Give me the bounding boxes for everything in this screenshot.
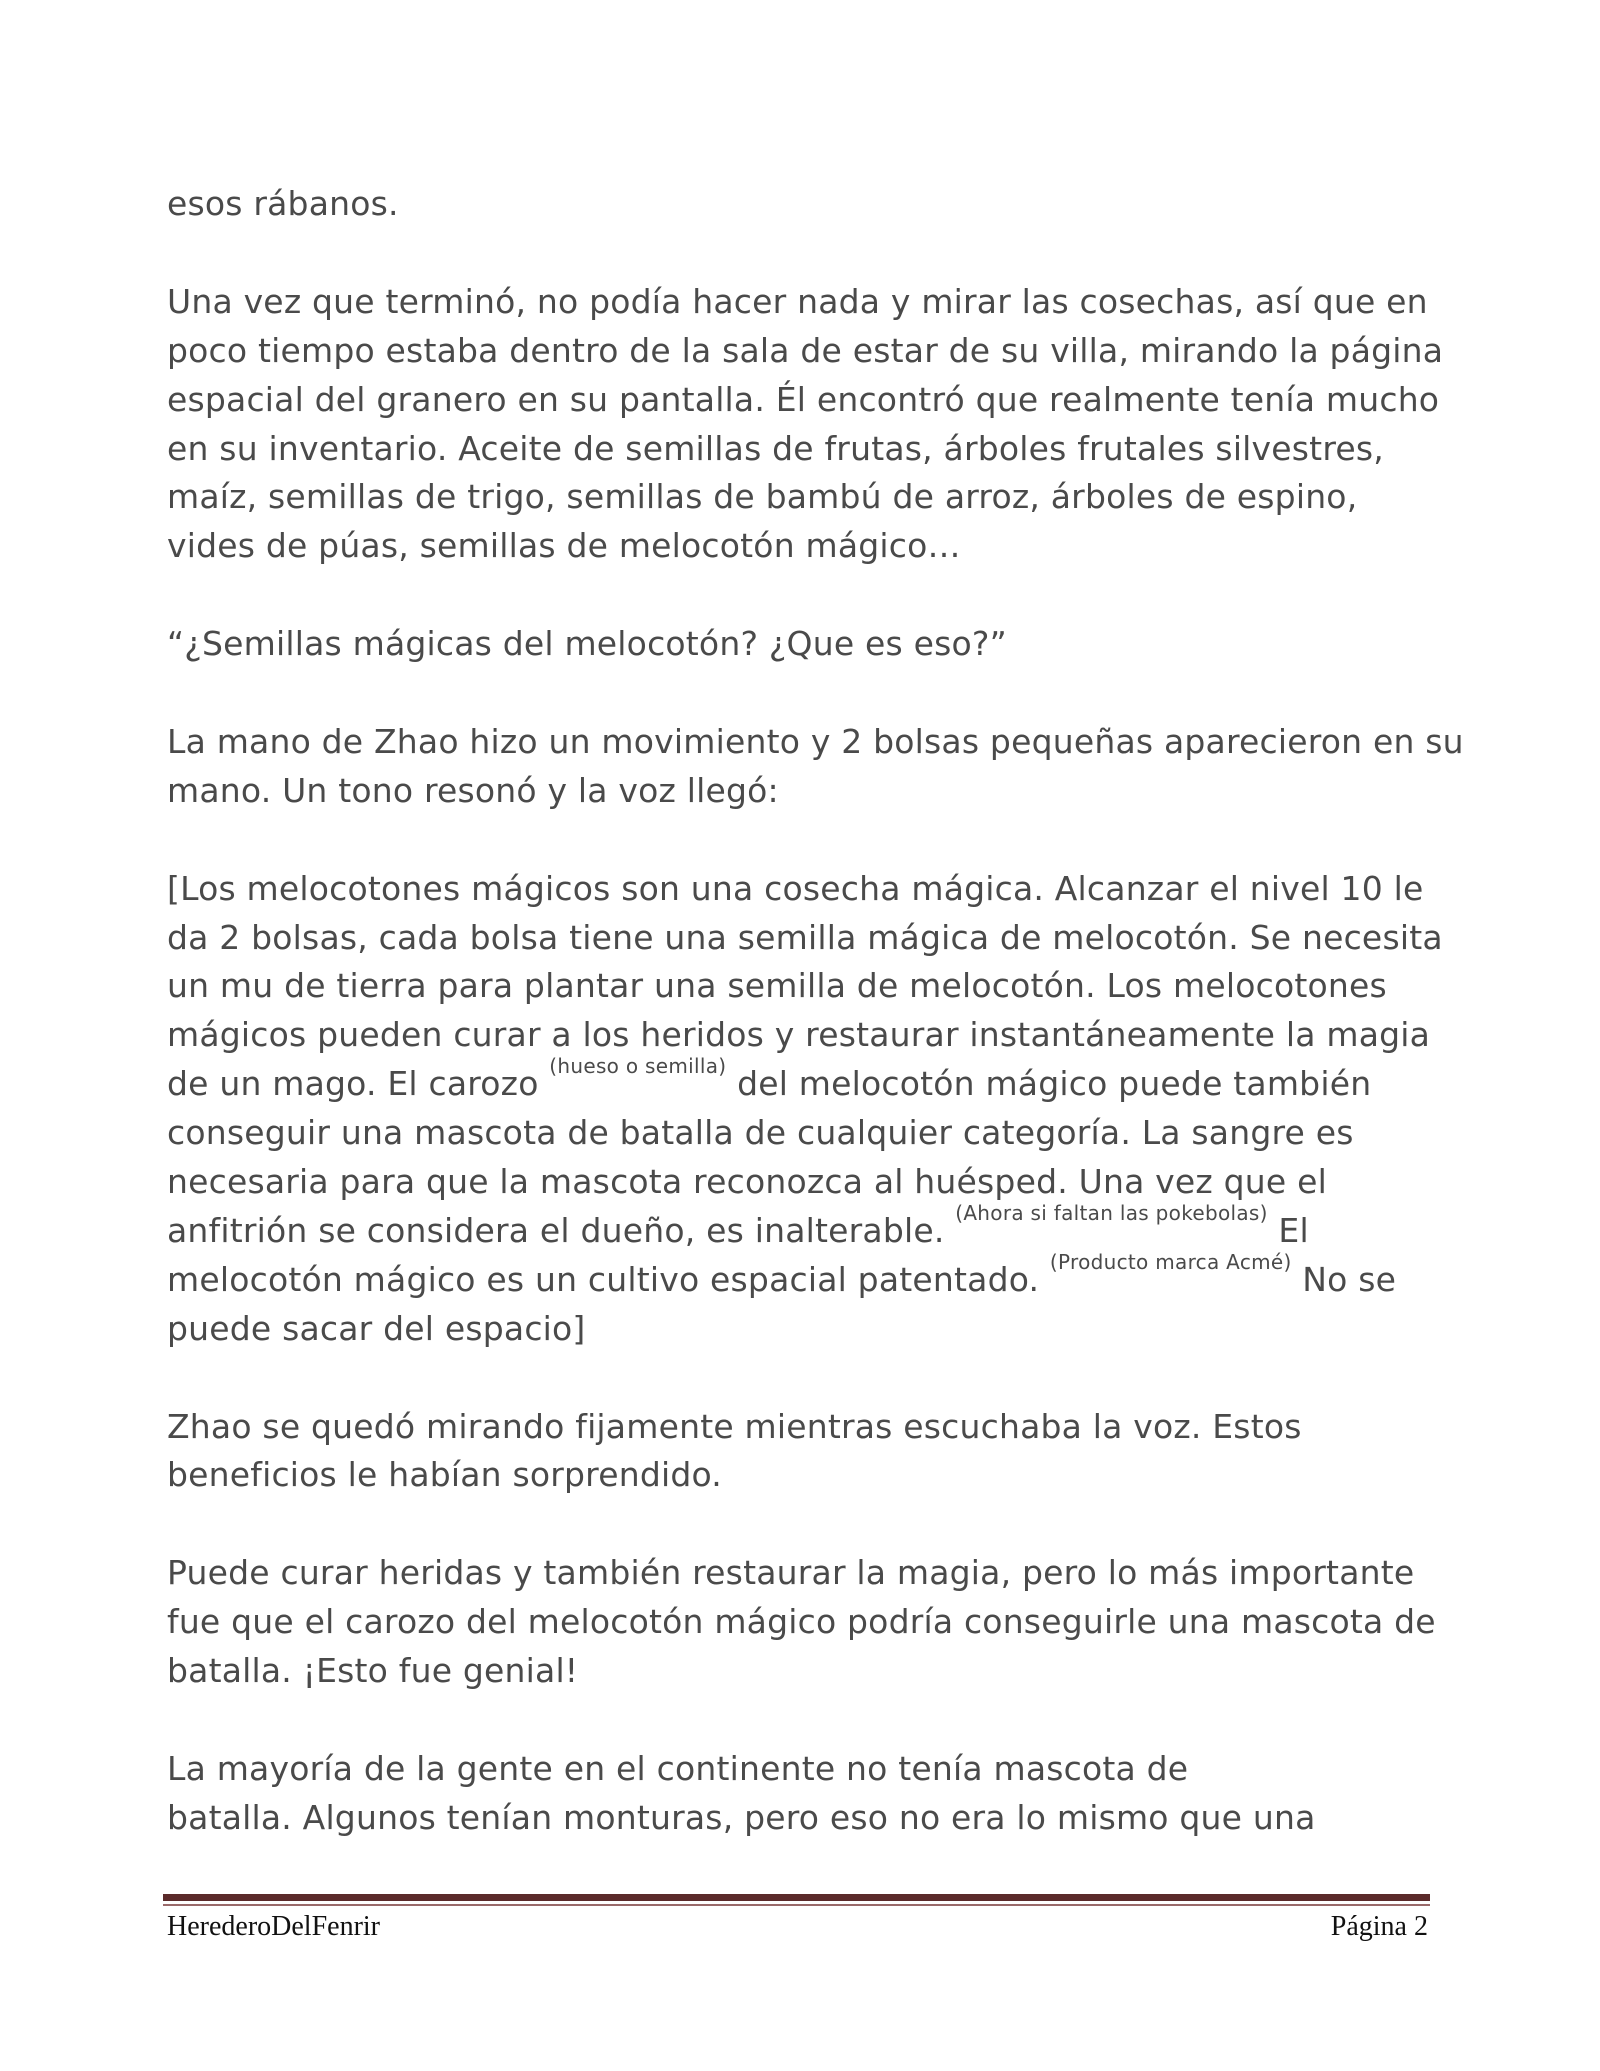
text-line: fue que el carozo del melocotón mágico podría conseguirle una mascota de bbox=[167, 1602, 1436, 1642]
text-line: conseguir una mascota de batalla de cualquier categoría. La sangre es bbox=[167, 1113, 1354, 1153]
text-line: beneficios le habían sorprendido. bbox=[167, 1455, 722, 1495]
text-line: Una vez que terminó, no podía hacer nada y mirar las cosechas, así que en bbox=[167, 281, 1428, 321]
text-line: en su inventario. Aceite de semillas de frutas, árboles frutales silvestres, bbox=[167, 428, 1384, 468]
text-line: poco tiempo estaba dentro de la sala de estar de su villa, mirando la página bbox=[167, 330, 1444, 370]
text-run: del melocotón mágico puede también bbox=[726, 1064, 1372, 1104]
text-line: La mayoría de la gente en el continente no tenía mascota de bbox=[167, 1748, 1189, 1788]
translator-note: (Ahora si faltan las pokebolas) bbox=[955, 1200, 1268, 1225]
footer-rule-thin bbox=[163, 1904, 1430, 1906]
paragraph bbox=[167, 620, 1457, 669]
paragraph bbox=[167, 1549, 1457, 1696]
text-line: Zhao se quedó mirando fijamente mientras escuchaba la voz. Estos bbox=[167, 1406, 1302, 1446]
text-line: batalla. Algunos tenían monturas, pero eso no era lo mismo que una bbox=[167, 1797, 1316, 1837]
text-line: mágicos pueden curar a los heridos y restaurar instantáneamente la magia bbox=[167, 1015, 1431, 1055]
text-line: puede sacar del espacio] bbox=[167, 1308, 586, 1348]
text-line: vides de púas, semillas de melocotón mágico… bbox=[167, 526, 961, 566]
footer-page-number: Página 2 bbox=[1330, 1911, 1428, 1942]
text-run: No se bbox=[1291, 1259, 1397, 1299]
text-line bbox=[167, 1249, 1457, 1305]
text-run: melocotón mágico es un cultivo espacial patentado. bbox=[167, 1259, 1050, 1299]
system-message-paragraph bbox=[167, 865, 1457, 1354]
paragraph bbox=[167, 1403, 1457, 1501]
text-line: necesaria para que la mascota reconozca al huésped. Una vez que el bbox=[167, 1162, 1327, 1202]
text-line: maíz, semillas de trigo, semillas de bambú de arroz, árboles de espino, bbox=[167, 477, 1358, 517]
text-line: La mano de Zhao hizo un movimiento y 2 bolsas pequeñas aparecieron en su bbox=[167, 721, 1464, 761]
translator-note: (Producto marca Acmé) bbox=[1049, 1249, 1292, 1274]
paragraph bbox=[167, 180, 1457, 229]
text-line: esos rábanos. bbox=[167, 184, 399, 223]
text-run: anfitrión se considera el dueño, es inalterable. bbox=[167, 1210, 956, 1250]
text-run: de un mago. El carozo bbox=[167, 1064, 550, 1104]
text-line bbox=[167, 1200, 1457, 1256]
paragraph bbox=[167, 278, 1457, 571]
translator-note: (hueso o semilla) bbox=[549, 1054, 727, 1079]
text-run: El bbox=[1267, 1210, 1309, 1250]
page-body bbox=[167, 180, 1464, 1892]
text-line: espacial del granero en su pantalla. Él encontró que realmente tenía mucho bbox=[167, 379, 1440, 419]
footer-author: HerederoDelFenrir bbox=[167, 1911, 381, 1942]
footer-rule bbox=[163, 1894, 1430, 1901]
text-line: “¿Semillas mágicas del melocotón? ¿Que es eso?” bbox=[167, 624, 1007, 664]
text-line bbox=[167, 1054, 1457, 1109]
text-line: [Los melocotones mágicos son una cosecha mágica. Alcanzar el nivel 10 le bbox=[167, 868, 1424, 908]
text-line: batalla. ¡Esto fue genial! bbox=[167, 1651, 579, 1691]
text-line: Puede curar heridas y también restaurar la magia, pero lo más importante bbox=[167, 1553, 1415, 1593]
text-line: mano. Un tono resonó y la voz llegó: bbox=[167, 770, 779, 810]
paragraph bbox=[167, 718, 1464, 816]
text-line: da 2 bolsas, cada bolsa tiene una semilla mágica de melocotón. Se necesita bbox=[167, 917, 1443, 957]
paragraph bbox=[167, 1745, 1457, 1843]
text-line: un mu de tierra para plantar una semilla de melocotón. Los melocotones bbox=[167, 966, 1387, 1006]
